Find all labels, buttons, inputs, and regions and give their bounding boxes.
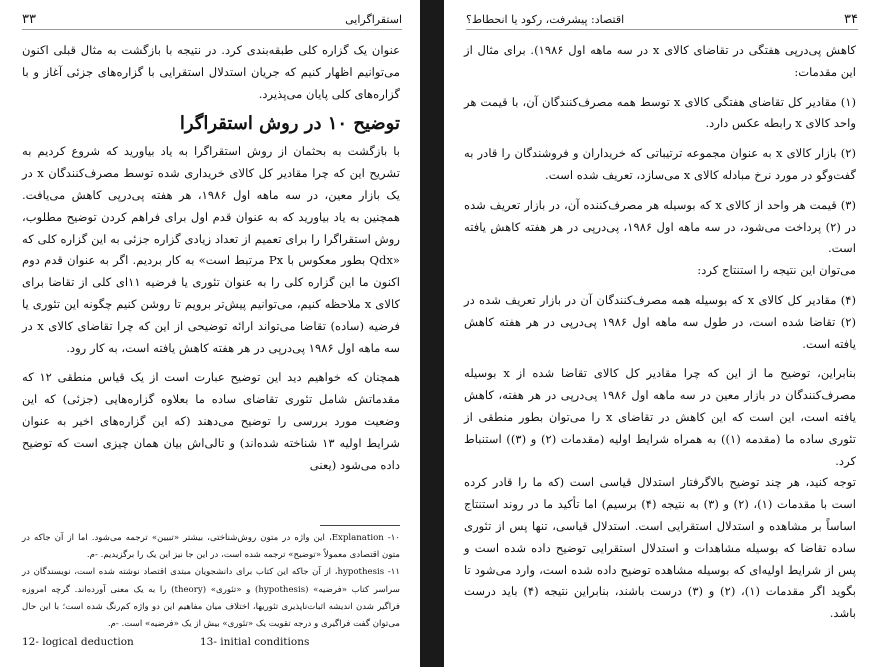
left-page-header bbox=[22, 12, 402, 30]
left-body bbox=[22, 40, 400, 476]
right-page-header bbox=[466, 12, 858, 30]
conclusion-4: (۴) مقادیر کل کالای x که بوسیله همه مصرف‌کنندگان آن در بازار تعریف شده در (۲) تقاضا شده است، در طول سه ماهه اول ۱۹۸۶ پی‌درپی در هر هفته کاهش یافته است. bbox=[464, 292, 856, 351]
right-body bbox=[464, 40, 856, 625]
footnote-12: 12- logical deduction bbox=[22, 636, 134, 648]
right-page bbox=[444, 0, 876, 667]
premise-1: (۱) مقادیر کل تقاضای هفتگی کالای x توسط همه مصرف‌کنندگان آن، با قیمت هر واحد کالای x رابطه عکس دارد. bbox=[464, 94, 856, 131]
premise-3: (۳) قیمت هر واحد از کالای x که بوسیله هر مصرف‌کننده آن، در بازار تعریف شده در (۲) پرداخت می‌شود، در سه ماهه اول ۱۹۸۶، پی‌درپی در هر هفته کاهش یافته است. bbox=[464, 197, 856, 256]
footnote-11: ۱۱- hypothesis، از آن جاکه این کتاب برای دانشجویان مبتدی اقتصاد نوشته شده است، نویسندگان در سراسر کتاب «فرضیه» (hypothesis) و «تئوری» (theory) را به یک معنی آورده‌اند. گرچه امروزه فراگیر شدن اندیشه اثبات‌ناپذیری تئوریها، اختلاف میان مفاهیم این دو واژه کم‌رنگ شده است؛ با این حال می‌توان گفت فراگیری و درجه تقویت یک «تئوری» بیش از یک «فرضیه» است. -م. bbox=[22, 567, 400, 630]
left-intro-paragraph: عنوان یک گزاره کلی طبقه‌بندی کرد. در نتیجه با بازگشت به مثال قبلی اکنون می‌توانیم اظهار کنیم که جریان استدلال استقرایی با گزاره‌های جزئی آغاز و با گزاره‌های کلی پایان می‌پذیرد. bbox=[22, 43, 400, 101]
book-gutter bbox=[420, 0, 444, 667]
left-page bbox=[0, 0, 420, 667]
section-heading: توضیح ۱۰ در روش استقراگرا bbox=[179, 113, 400, 135]
right-intro: کاهش پی‌درپی هفتگی در تقاضای کالای x در سه ماهه اول ۱۹۸۶). برای مثال از این مقدمات: bbox=[464, 43, 856, 79]
right-paragraph-a: بنابراین، توضیح ما از این که چرا مقادیر کل کالای تقاضا شده از x بوسیله مصرف‌کنندگان در بازار معین در سه ماهه اول ۱۹۸۶ پی‌درپی در هر هفته، کاهش یافته است، این است که این کاهش در تقاضای x را می‌توان بطور منطقی از تئوری ساده ما (مقدمه (۱)) به همراه شرایط اولیه (مقدمات (۲) و (۳)) استنباط کرد. bbox=[464, 366, 856, 468]
left-page-number: ۳۳ bbox=[22, 12, 36, 27]
footnotes bbox=[22, 530, 400, 633]
conclusion-intro: می‌توان این نتیجه را استنتاج کرد: bbox=[697, 263, 856, 278]
left-paragraph-1: با بازگشت به بحثمان از روش استقراگرا به یاد بیاورید که شروع کردیم به تشریح این که چرا مقادیر کل کالای خریداری شده توسط مصرف‌کنندگان x در یک بازار معین، در سه ماهه اول ۱۹۸۶، هر هفته پی‌درپی کاهش می‌یافت. همچنین به یاد بیاورید که به عنوان قدم اول برای فراهم کردن توضیح مطلوب، روش استقراگرا را برای تعمیم از تعداد زیادی گزاره جزئی به این گزاره کلی که «Qdx بطور معکوس با Px مرتبط است» به کار بردیم. اگر به عنوان قدم دوم اکنون ما این گزاره کلی را به عنوان تئوری یا فرضیه ۱۱ای کلی از تقاضا برای کالای x ملاحظه کنیم، می‌توانیم پیش‌تر برویم تا روشن کنیم چگونه این تئوری یا فرضیه (ساده) تقاضا می‌تواند ارائه توضیحی از این که چرا تقاضای کالای x در سه ماهه اول ۱۹۸۶ پی‌درپی در هر هفته کاهش یافته است، به کار رود. bbox=[22, 144, 400, 355]
premise-2: (۲) بازار کالای x به عنوان مجموعه ترتیباتی که خریداران و فروشندگان را قادر به گفت‌وگو در مورد نرخ مبادله کالای x می‌سازد، تعریف شده است. bbox=[464, 146, 856, 182]
footnote-rule bbox=[320, 525, 400, 526]
left-running-head: استقراگرایی bbox=[345, 13, 402, 26]
footnote-10: ۱۰- Explanation، این واژه در متون روش‌شناختی، بیشتر «تبیین» ترجمه می‌شود. اما از آن جاکه در متون اقتصادی معمولاً «توضیح» ترجمه شده است، در این جا نیز این یک را برگزیدیم. -م. bbox=[22, 533, 400, 561]
right-page-number: ۳۴ bbox=[844, 12, 858, 27]
left-paragraph-2: همچنان که خواهیم دید این توضیح عبارت است از یک قیاس منطقی ۱۲ که مقدماتش شامل تئوری تقاضای ساده ما بعلاوه گزاره‌هایی (جزئی) که این وضعیت مورد بررسی را توضیح می‌دهند (که این گزاره‌های اخیر به عنوان شرایط اولیه ۱۳ شناخته شده‌اند) و تالی‌اش بیان همان چیزی است که توضیح داده می‌شود (یعنی bbox=[22, 370, 401, 472]
right-running-head: اقتصاد: پیشرفت، رکود یا انحطاط؟ bbox=[466, 13, 625, 26]
right-paragraph-b: توجه کنید، هر چند توضیح بالاگرفتار استدلال قیاسی است (که ما را قادر کرده است با مقدمات (۱)، (۲) و (۳) به نتیجه (۴) برسیم) اما تأکید ما در روند استنتاج اساساً بر مشاهده و استدلال استقرایی است. استدلال قیاسی، تنها پس از تئوری ساده تقاضا که بوسیله مشاهدات و استدلال استقرایی توضیح داده شده است و پس از شرایط اولیه‌ای که بوسیله مشاهده توضیح داده شده است، وارد می‌شود تا بگوید اگر مقدمات (۱)، (۲) و (۳) درست باشند، بنابراین نتیجه (۴) باید درست باشد. bbox=[464, 475, 857, 621]
footnote-13: 13- initial conditions bbox=[200, 636, 310, 648]
